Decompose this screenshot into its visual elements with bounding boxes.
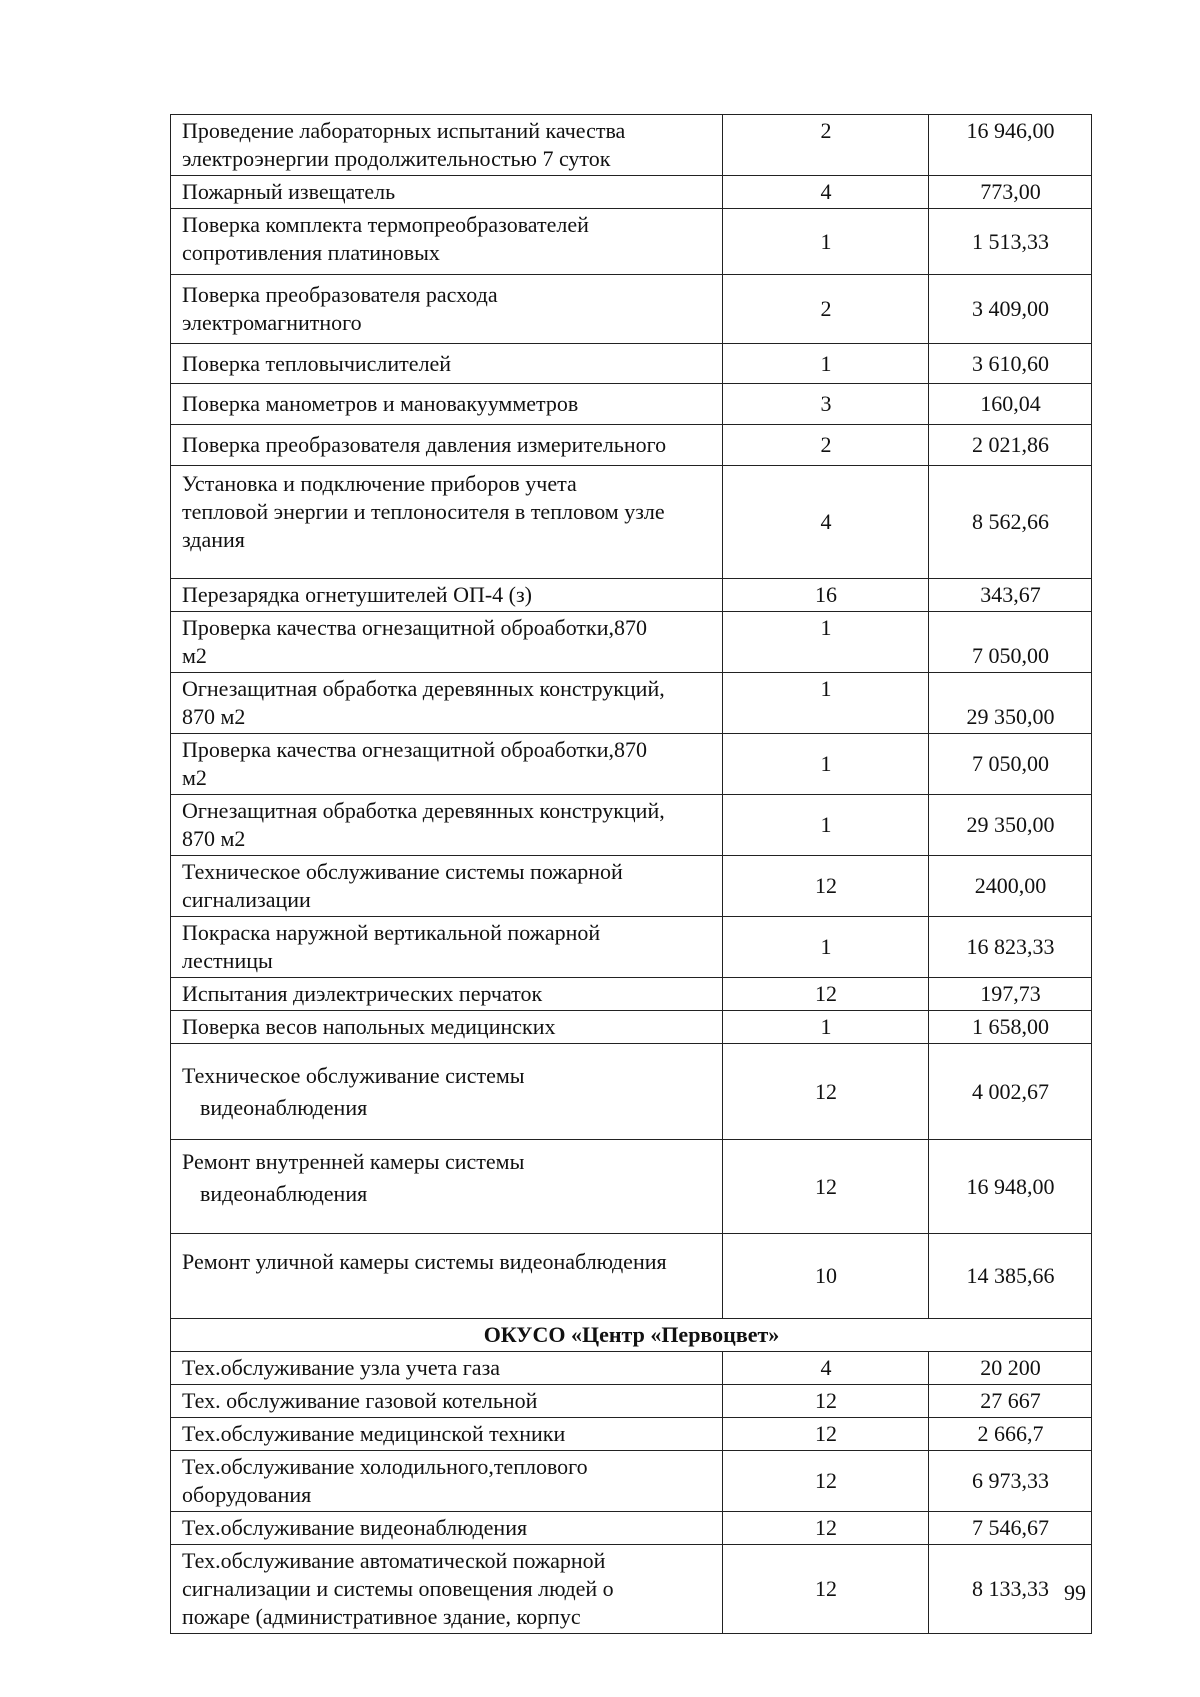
page-number: 99 [1064,1580,1086,1605]
table-row [171,384,1092,425]
amount-cell: 3 610,60 [929,344,1092,384]
table-row [171,673,1092,734]
quantity-cell: 4 [723,176,929,209]
description-cell: Техническое обслуживание системы пожарной сигнализации [171,856,723,917]
description-cell: Огнезащитная обработка деревянных конструкций, 870 м2 [171,795,723,856]
table-row [171,856,1092,917]
description-cell: Тех. обслуживание газовой котельной [171,1385,723,1418]
table-row [171,978,1092,1011]
description-cell: Тех.обслуживание холодильного,теплового оборудования [171,1451,723,1512]
amount-cell: 16 948,00 [929,1140,1092,1234]
table-row [171,734,1092,795]
amount-cell: 2 666,7 [929,1418,1092,1451]
amount-cell: 29 350,00 [929,795,1092,856]
table-row [171,579,1092,612]
table-row [171,1451,1092,1512]
table-row [171,275,1092,344]
table-row [171,1545,1092,1634]
quantity-cell: 1 [723,673,929,734]
quantity-cell: 12 [723,978,929,1011]
amount-cell: 6 973,33 [929,1451,1092,1512]
table-row [171,1418,1092,1451]
quantity-cell: 2 [723,275,929,344]
quantity-cell: 12 [723,1140,929,1234]
amount-cell: 16 946,00 [929,115,1092,176]
quantity-cell: 1 [723,1011,929,1044]
table-row [171,795,1092,856]
description-cell: Тех.обслуживание медицинской техники [171,1418,723,1451]
description-cell: Тех.обслуживание узла учета газа [171,1352,723,1385]
table-row [171,917,1092,978]
amount-cell: 7 050,00 [929,734,1092,795]
table-row [171,176,1092,209]
section-header-row [171,1319,1092,1352]
quantity-cell: 1 [723,917,929,978]
amount-cell: 16 823,33 [929,917,1092,978]
description-cell: Тех.обслуживание видеонаблюдения [171,1512,723,1545]
description-cell: Поверка комплекта термопреобразователей сопротивления платиновых [171,209,723,275]
amount-cell: 4 002,67 [929,1044,1092,1140]
description-cell: Установка и подключение приборов учета тепловой энергии и теплоносителя в тепловом узле здания [171,466,723,579]
section-title: ОКУСО «Центр «Первоцвет» [171,1319,1092,1352]
quantity-cell: 1 [723,795,929,856]
amount-cell: 343,67 [929,579,1092,612]
quantity-cell: 10 [723,1234,929,1319]
table-row [171,425,1092,466]
quantity-cell: 12 [723,856,929,917]
table-row [171,1385,1092,1418]
quantity-cell: 12 [723,1418,929,1451]
amount-cell: 14 385,66 [929,1234,1092,1319]
amount-cell: 20 200 [929,1352,1092,1385]
quantity-cell: 12 [723,1385,929,1418]
amount-cell: 2 021,86 [929,425,1092,466]
quantity-cell: 16 [723,579,929,612]
description-cell: Покраска наружной вертикальной пожарной лестницы [171,917,723,978]
amount-cell: 7 050,00 [929,612,1092,673]
table-row [171,466,1092,579]
description-cell: Пожарный извещатель [171,176,723,209]
amount-cell: 1 658,00 [929,1011,1092,1044]
table-row [171,1011,1092,1044]
description-cell: Ремонт внутренней камеры системы видеонаблюдения [171,1140,723,1234]
quantity-cell: 12 [723,1512,929,1545]
description-cell: Поверка тепловычислителей [171,344,723,384]
table-row [171,1512,1092,1545]
table-row [171,1352,1092,1385]
description-cell: Техническое обслуживание системы видеонаблюдения [171,1044,723,1140]
description-cell: Испытания диэлектрических перчаток [171,978,723,1011]
table-row [171,209,1092,275]
amount-cell: 8 562,66 [929,466,1092,579]
description-cell: Перезарядка огнетушителей ОП-4 (з) [171,579,723,612]
table-row [171,1234,1092,1319]
quantity-cell: 4 [723,1352,929,1385]
description-cell: Поверка преобразователя расхода электромагнитного [171,275,723,344]
quantity-cell: 12 [723,1545,929,1634]
amount-cell: 773,00 [929,176,1092,209]
amount-cell: 8 133,33 [929,1545,1092,1634]
table-row [171,1044,1092,1140]
table-row [171,1140,1092,1234]
amount-cell: 29 350,00 [929,673,1092,734]
table-row [171,115,1092,176]
description-cell: Поверка весов напольных медицинских [171,1011,723,1044]
description-cell: Поверка манометров и мановакуумметров [171,384,723,425]
quantity-cell: 2 [723,115,929,176]
description-cell: Тех.обслуживание автоматической пожарной сигнализации и системы оповещения людей о пожаре (административное здание, корпус [171,1545,723,1634]
quantity-cell: 1 [723,612,929,673]
quantity-cell: 1 [723,734,929,795]
description-cell: Огнезащитная обработка деревянных конструкций, 870 м2 [171,673,723,734]
quantity-cell: 2 [723,425,929,466]
amount-cell: 7 546,67 [929,1512,1092,1545]
amount-cell: 3 409,00 [929,275,1092,344]
table-row [171,344,1092,384]
quantity-cell: 12 [723,1044,929,1140]
amount-cell: 1 513,33 [929,209,1092,275]
description-cell: Проведение лабораторных испытаний качества электроэнергии продолжительностью 7 суток [171,115,723,176]
amount-cell: 197,73 [929,978,1092,1011]
quantity-cell: 12 [723,1451,929,1512]
description-cell: Поверка преобразователя давления измерительного [171,425,723,466]
description-cell: Ремонт уличной камеры системы видеонаблюдения [171,1234,723,1319]
amount-cell: 27 667 [929,1385,1092,1418]
quantity-cell: 1 [723,209,929,275]
table-row [171,612,1092,673]
amount-cell: 160,04 [929,384,1092,425]
quantity-cell: 4 [723,466,929,579]
services-table [170,114,1092,1634]
description-cell: Проверка качества огнезащитной оброаботки,870 м2 [171,612,723,673]
amount-cell: 2400,00 [929,856,1092,917]
quantity-cell: 3 [723,384,929,425]
quantity-cell: 1 [723,344,929,384]
description-cell: Проверка качества огнезащитной оброаботки,870 м2 [171,734,723,795]
